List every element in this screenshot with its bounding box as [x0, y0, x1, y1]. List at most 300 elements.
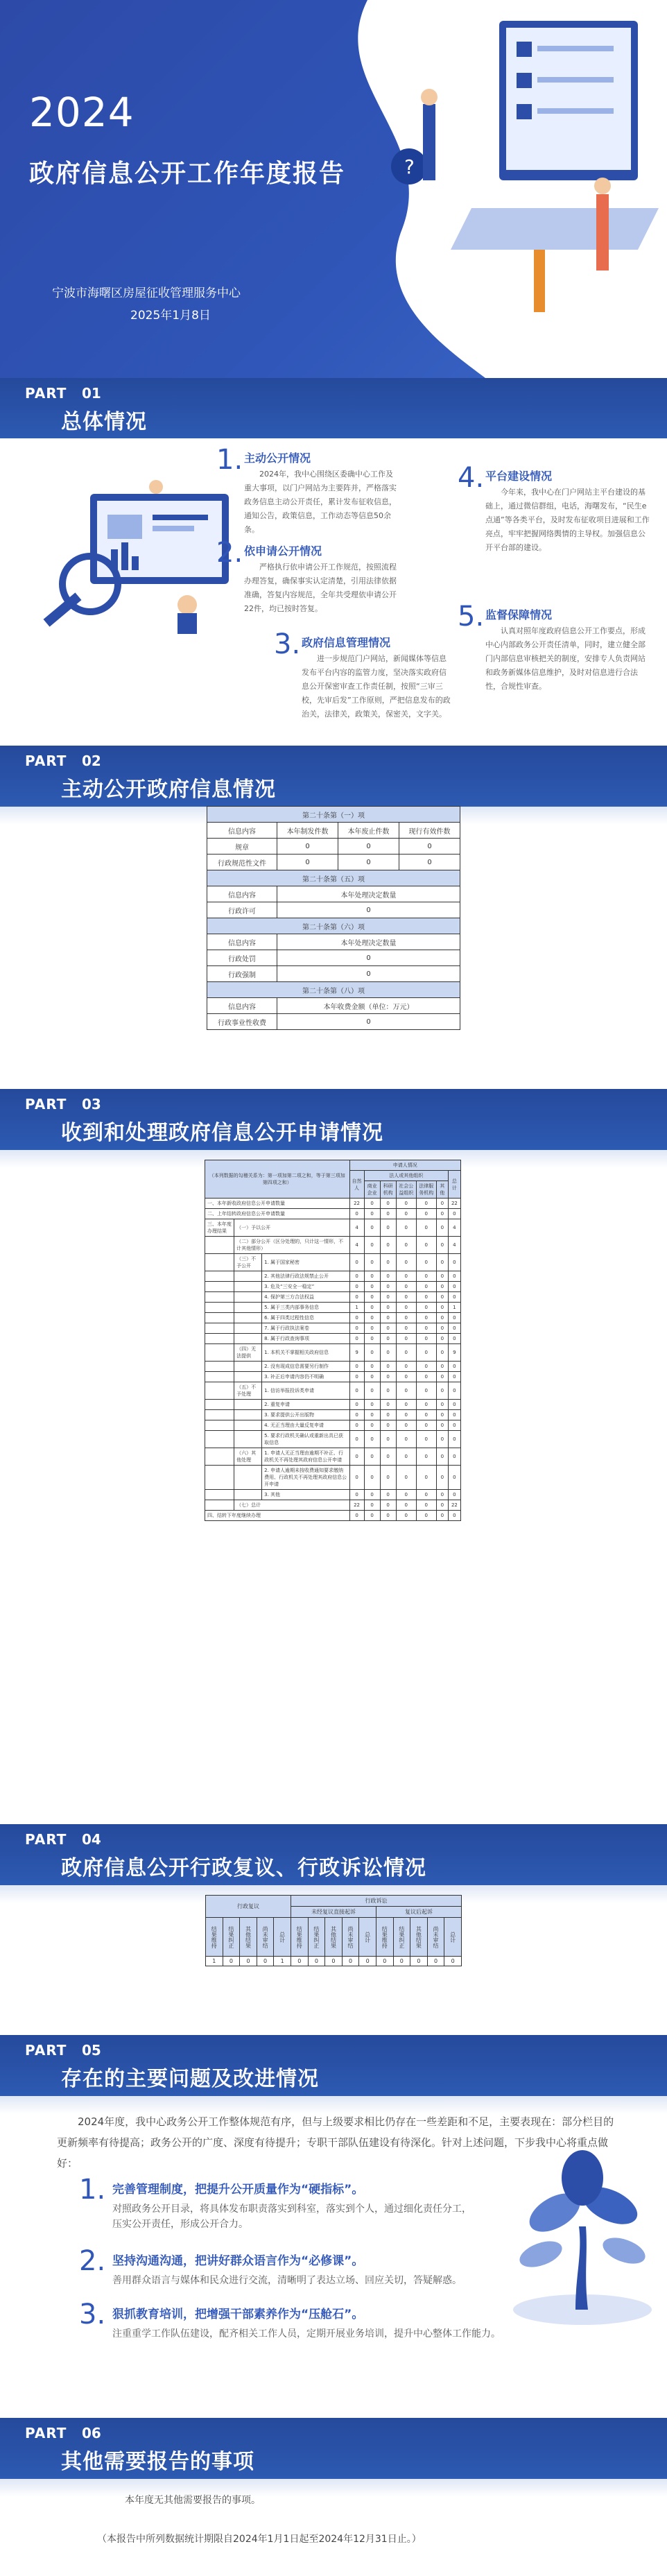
- table-cell: 0: [396, 1199, 416, 1209]
- row-label: 3. 补正后申请内容仍不明确: [262, 1372, 349, 1382]
- row-label: 2. 其他法律行政法规禁止公开: [262, 1271, 349, 1282]
- row-label: 一、本年新收政府信息公开申请数量: [205, 1199, 350, 1209]
- table-column-header: 本年收费金额（单位：万元）: [277, 998, 460, 1014]
- table-cell: 0: [448, 1410, 460, 1420]
- row-label: 5. 属于三类内部事务信息: [262, 1303, 349, 1313]
- table-header: 复议后起诉: [376, 1907, 461, 1918]
- table-cell: 0: [380, 1219, 396, 1237]
- table-cell: 22: [448, 1500, 460, 1511]
- table-cell: 22: [349, 1500, 364, 1511]
- table-row: [205, 1219, 461, 1237]
- table-cell: 0: [416, 1313, 436, 1323]
- item-body: 进一步规范门户网站，新闻媒体等信息发布平台内容的监管力度，坚决落实政府信息公开保密审查工作责任制，按照“三审三校，先审后发”工作原则，严把信息发布的政治关，法律关，政策关，保密关，文字关。: [302, 654, 451, 719]
- table-column-header: 结果维持: [376, 1918, 393, 1957]
- table-cell: 0: [364, 1431, 380, 1448]
- table-cell: 9: [349, 1344, 364, 1362]
- item-body: 对照政务公开目录，将具体发布职责落实到科室，落实到个人，通过细化责任分工，压实公开责任，形成公开合力。: [112, 2204, 471, 2230]
- table-cell: 0: [380, 1511, 396, 1521]
- table-cell: 0: [364, 1344, 380, 1362]
- item-body: 认真对照年度政府信息公开工作要点，形成中心内部政务公开责任清单，同时，建立健全部门内部信息审核把关的制度，安排专人负责网站和政务新媒体信息维护，及时对信息进行合法性，合规性审查。: [485, 626, 646, 691]
- table-section-header: 第二十条第（六）项: [207, 918, 460, 934]
- row-label: [205, 1254, 234, 1271]
- table-column-header: 尚未审结: [342, 1918, 359, 1957]
- table-cell: 0: [436, 1313, 448, 1323]
- table-cell: 0: [338, 855, 399, 870]
- table-cell: 0: [436, 1382, 448, 1400]
- hero-illustration: [340, 0, 667, 378]
- section-header-5: [0, 2035, 667, 2096]
- table-cell: 0: [380, 1334, 396, 1344]
- table-cell: 0: [291, 1957, 308, 1966]
- table-row: [207, 839, 460, 855]
- proactive-disclosure-table: [207, 806, 460, 1030]
- table-cell: 0: [380, 1209, 396, 1219]
- table-cell: 0: [380, 1410, 396, 1420]
- table-cell: 0: [349, 1334, 364, 1344]
- row-label: [234, 1271, 262, 1282]
- table-cell: 0: [364, 1237, 380, 1254]
- table-cell: 行政处罚: [207, 950, 277, 966]
- table-row: [205, 1511, 461, 1521]
- table-cell: 0: [436, 1400, 448, 1410]
- part-number: 04: [82, 1831, 101, 1848]
- report-org: 宁波市海曙区房屋征收管理服务中心: [52, 286, 241, 300]
- table-cell: 22: [448, 1199, 460, 1209]
- row-label: [234, 1466, 262, 1490]
- table-cell: 0: [416, 1420, 436, 1431]
- row-label: 3. 其他: [262, 1490, 349, 1500]
- row-label: 三、本年度办理结果: [205, 1219, 234, 1237]
- section-title: 收到和处理政府信息公开申请情况: [61, 1121, 383, 1145]
- table-cell: 0: [396, 1400, 416, 1410]
- table-row: [205, 1362, 461, 1372]
- table-cell: 0: [448, 1271, 460, 1282]
- part-label: PART: [25, 753, 67, 769]
- table-section-row: [207, 982, 460, 998]
- table-cell: 0: [448, 1254, 460, 1271]
- table-cell: 0: [349, 1313, 364, 1323]
- item-heading: 坚持沟通沟通，把讲好群众语言作为“必修课”。: [112, 2254, 364, 2268]
- table-cell: 0: [349, 1466, 364, 1490]
- table-cell: 0: [448, 1448, 460, 1466]
- table-cell: 0: [396, 1282, 416, 1292]
- part-label: PART: [25, 1096, 67, 1113]
- row-label: 2. 申请人逾期未按收费通知要求缴纳费用、行政机关不再处理其政府信息公开申请: [262, 1466, 349, 1490]
- table-cell: 行政许可: [207, 902, 277, 918]
- table-cell: 0: [364, 1282, 380, 1292]
- table-cell: 0: [396, 1490, 416, 1500]
- row-label: 2. 没有现成信息需要另行制作: [262, 1362, 349, 1372]
- table-cell: 0: [349, 1431, 364, 1448]
- row-label: [205, 1303, 234, 1313]
- table-cell: 4: [349, 1237, 364, 1254]
- table-header: 总计: [448, 1171, 460, 1199]
- item-body: 今年来，我中心在门户网站主平台建设的基础上，通过微信群组，电话，海曙发布，“民生e点通”等各类平台，及时发布征收项目进展和工作亮点，牢牢把握网络舆情的主导权。加强信息公开平台部的建设。: [485, 488, 650, 552]
- table-cell: 0: [448, 1372, 460, 1382]
- table-cell: 0: [364, 1372, 380, 1382]
- row-label: [234, 1313, 262, 1323]
- table-cell: 0: [436, 1209, 448, 1219]
- table-cell: 0: [436, 1448, 448, 1466]
- table-cell: 0: [393, 1957, 410, 1966]
- overview-item-2: [216, 537, 397, 646]
- table-cell: 0: [436, 1344, 448, 1362]
- row-label: [234, 1490, 262, 1500]
- table-column-header: 信息内容: [207, 934, 277, 950]
- table-cell: 0: [410, 1957, 428, 1966]
- table-cell: 0: [349, 1254, 364, 1271]
- table-cell: 0: [416, 1323, 436, 1334]
- table-section-header: 第二十条第（一）项: [207, 807, 460, 823]
- table-cell: 0: [396, 1303, 416, 1313]
- table-cell: 4: [448, 1219, 460, 1237]
- item-body: 严格执行依申请公开工作规范，按照流程办理答复，确保事实认定清楚，引用法律依据准确，答复内容规范，全年共受理依申请公开22件，均已按时答复。: [244, 563, 397, 613]
- table-cell: 1: [349, 1303, 364, 1313]
- table-cell: 0: [416, 1490, 436, 1500]
- table-cell: 0: [380, 1303, 396, 1313]
- table-cell: 0: [416, 1410, 436, 1420]
- row-label: [205, 1382, 234, 1400]
- row-label: 1. 本机关不掌握相关政府信息: [262, 1344, 349, 1362]
- table-cell: 0: [416, 1382, 436, 1400]
- table-cell: 0: [364, 1219, 380, 1237]
- section-header-4: [0, 1824, 667, 1885]
- table-cell: 0: [396, 1500, 416, 1511]
- table-cell: 0: [416, 1237, 436, 1254]
- section-title: 主动公开政府信息情况: [61, 778, 276, 802]
- table-cell: 0: [364, 1500, 380, 1511]
- item-heading: 平台建设情况: [485, 470, 553, 483]
- other-matters-text: 本年度无其他需要报告的事项。: [125, 2495, 261, 2506]
- row-label: [234, 1323, 262, 1334]
- table-row: [205, 1303, 461, 1313]
- report-year: 2024: [29, 89, 135, 136]
- table-cell: 0: [364, 1410, 380, 1420]
- table-cell: 0: [380, 1271, 396, 1282]
- table-header: 社会公益组织: [396, 1181, 416, 1199]
- row-label: （二）部分公开（区分处理的，只计这一情形，不计其他情形）: [234, 1237, 349, 1254]
- table-cell: 0: [436, 1219, 448, 1237]
- row-label: [205, 1292, 234, 1303]
- row-label: [205, 1500, 234, 1511]
- table-cell: 0: [396, 1410, 416, 1420]
- row-label: [205, 1400, 234, 1410]
- table-cell: 0: [416, 1362, 436, 1372]
- table-cell: 0: [448, 1511, 460, 1521]
- table-cell: 0: [436, 1466, 448, 1490]
- table-row: [205, 1199, 461, 1209]
- table-cell: 0: [364, 1511, 380, 1521]
- table-column-header: 尚未审结: [427, 1918, 444, 1957]
- table-cell: 0: [396, 1313, 416, 1323]
- table-cell: 0: [380, 1490, 396, 1500]
- table-cell: 0: [308, 1957, 325, 1966]
- table-column-header: 其他结果: [240, 1918, 257, 1957]
- table-cell: 0: [376, 1957, 393, 1966]
- table-cell: 0: [364, 1490, 380, 1500]
- row-label: [205, 1237, 234, 1254]
- table-cell: 0: [364, 1382, 380, 1400]
- item-number: 4.: [458, 462, 485, 494]
- table-cell: 0: [380, 1420, 396, 1431]
- table-cell: 规章: [207, 839, 277, 855]
- row-label: 3. 危及“三安全一稳定”: [262, 1282, 349, 1292]
- table-header-row: [207, 934, 460, 950]
- table-cell: 1: [206, 1957, 223, 1966]
- table-cell: 0: [364, 1254, 380, 1271]
- table-column-header: 本年制发件数: [277, 823, 338, 839]
- table-cell: 0: [448, 1490, 460, 1500]
- table-cell: 0: [380, 1323, 396, 1334]
- table-cell: 9: [448, 1344, 460, 1362]
- table-column-header: 结果维持: [291, 1918, 308, 1957]
- table-section-row: [207, 870, 460, 886]
- table-cell: 0: [364, 1313, 380, 1323]
- row-label: [205, 1334, 234, 1344]
- item-heading: 依申请公开情况: [244, 544, 322, 558]
- row-label: [234, 1400, 262, 1410]
- table-column-header: 本年处理决定数量: [277, 934, 460, 950]
- part-number: 01: [82, 385, 101, 402]
- row-label: [205, 1313, 234, 1323]
- table-cell: 1: [274, 1957, 291, 1966]
- table-cell: 0: [396, 1209, 416, 1219]
- row-label: [205, 1362, 234, 1372]
- row-label: [205, 1344, 234, 1362]
- table-cell: 0: [364, 1362, 380, 1372]
- table-row: [205, 1282, 461, 1292]
- table-header: 其他: [436, 1181, 448, 1199]
- row-label: （七）总计: [234, 1500, 349, 1511]
- row-label: （五）不予处理: [234, 1382, 262, 1400]
- row-label: [234, 1431, 262, 1448]
- item-heading: 主动公开情况: [244, 452, 311, 465]
- table-cell: 0: [416, 1511, 436, 1521]
- row-label: [234, 1334, 262, 1344]
- table-cell: 0: [380, 1362, 396, 1372]
- table-cell: 4: [349, 1219, 364, 1237]
- row-label: [234, 1292, 262, 1303]
- section-title: 总体情况: [61, 410, 147, 434]
- table-cell: 0: [364, 1448, 380, 1466]
- table-cell: 0: [416, 1271, 436, 1282]
- table-row: [205, 1490, 461, 1500]
- table-header: 商业企业: [364, 1181, 380, 1199]
- part-label: PART: [25, 385, 67, 402]
- table-section-header: 第二十条第（五）项: [207, 870, 460, 886]
- table-header-row: [207, 886, 460, 902]
- row-label: 3. 要求提供公开出版物: [262, 1410, 349, 1420]
- table-cell: 0: [364, 1323, 380, 1334]
- table-cell: 0: [396, 1511, 416, 1521]
- table-cell: 0: [380, 1344, 396, 1362]
- table-column-header: 总计: [359, 1918, 376, 1957]
- table-header: 申请人情况: [349, 1160, 461, 1171]
- table-cell: 0: [364, 1271, 380, 1282]
- table-cell: 22: [349, 1199, 364, 1209]
- section-divider: [0, 2479, 667, 2497]
- table-row: [205, 1237, 461, 1254]
- table-cell: 0: [436, 1303, 448, 1313]
- table-column-header: 结果纠正: [223, 1918, 240, 1957]
- table-cell: 0: [349, 1372, 364, 1382]
- item-number: 3.: [274, 628, 301, 660]
- table-cell: 0: [349, 1362, 364, 1372]
- table-header: 行政复议: [206, 1896, 291, 1918]
- table-cell: 0: [380, 1199, 396, 1209]
- table-column-header: 本年处理决定数量: [277, 886, 460, 902]
- row-label: 6. 属于四类过程性信息: [262, 1313, 349, 1323]
- table-cell: 0: [380, 1313, 396, 1323]
- row-label: [205, 1448, 234, 1466]
- table-header: 未经复议直接起诉: [291, 1907, 376, 1918]
- report-title: 政府信息公开工作年度报告: [29, 160, 346, 188]
- row-label: [205, 1490, 234, 1500]
- table-row: [207, 1014, 460, 1030]
- table-cell: 0: [427, 1957, 444, 1966]
- table-corner: （本列数据的勾稽关系为：第一项加第二项之和，等于第三项加第四项之和）: [205, 1160, 350, 1199]
- table-row: [207, 966, 460, 982]
- table-cell: 0: [436, 1431, 448, 1448]
- table-row: [205, 1448, 461, 1466]
- item-number: 2.: [216, 537, 243, 569]
- table-section-row: [207, 807, 460, 823]
- table-cell: 0: [416, 1334, 436, 1344]
- table-cell: 0: [416, 1254, 436, 1271]
- part-number: 03: [82, 1096, 101, 1113]
- table-cell: 0: [396, 1431, 416, 1448]
- table-row: [205, 1466, 461, 1490]
- row-label: 1. 属于国家秘密: [262, 1254, 349, 1271]
- item-heading: 监督保障情况: [485, 608, 553, 621]
- table-column-header: 结果维持: [206, 1918, 223, 1957]
- table-cell: 0: [448, 1362, 460, 1372]
- svg-text:?: ?: [404, 155, 415, 178]
- table-row: [205, 1292, 461, 1303]
- table-cell: 0: [448, 1420, 460, 1431]
- table-cell: 0: [277, 902, 460, 918]
- table-cell: 0: [448, 1209, 460, 1219]
- table-cell: 0: [436, 1254, 448, 1271]
- table-cell: 0: [396, 1237, 416, 1254]
- item-heading: 狠抓教育培训，把增强干部素养作为“压舱石”。: [112, 2308, 364, 2321]
- section-header-6: [0, 2418, 667, 2479]
- table-row: [205, 1372, 461, 1382]
- row-label: （三）不予公开: [234, 1254, 262, 1271]
- table-cell: 0: [396, 1254, 416, 1271]
- table-cell: 0: [342, 1957, 359, 1966]
- table-cell: 0: [436, 1490, 448, 1500]
- tree-illustration: [506, 2136, 659, 2330]
- table-cell: 0: [349, 1511, 364, 1521]
- table-column-header: 现行有效件数: [399, 823, 460, 839]
- table-cell: 行政规范性文件: [207, 855, 277, 870]
- table-cell: 0: [416, 1292, 436, 1303]
- table-cell: 0: [396, 1372, 416, 1382]
- table-cell: 0: [448, 1282, 460, 1292]
- row-label: （六）其他处理: [234, 1448, 262, 1466]
- table-header: 自然人: [349, 1171, 364, 1199]
- table-row: [205, 1431, 461, 1448]
- table-cell: 0: [380, 1500, 396, 1511]
- row-label: [205, 1372, 234, 1382]
- part-number: 06: [82, 2425, 101, 2441]
- table-cell: 0: [349, 1400, 364, 1410]
- table-cell: 0: [396, 1466, 416, 1490]
- table-cell: 0: [380, 1282, 396, 1292]
- row-label: （四）无法提供: [234, 1344, 262, 1362]
- problems-intro: 2024年度，我中心政务公开工作整体规范有序，但与上级要求相比仍存在一些差距和不足，主要表现在：部分栏目的更新频率有待提高；政务公开的广度、深度有待提升；专职干部队伍建设有待深化。针对上述问题，下步我中心将重点做好：: [57, 2115, 614, 2170]
- table-cell: 0: [448, 1313, 460, 1323]
- table-cell: 0: [349, 1209, 364, 1219]
- row-label: 二、上年结转政府信息公开申请数量: [205, 1209, 350, 1219]
- table-cell: 0: [448, 1382, 460, 1400]
- row-label: 四、结转下年度继续办理: [205, 1511, 350, 1521]
- row-label: 1. 申请人无正当理由逾期不补正、行政机关不再处理其政府信息公开申请: [262, 1448, 349, 1466]
- table-column-header: 本年废止件数: [338, 823, 399, 839]
- table-cell: 0: [396, 1271, 416, 1282]
- row-label: 4. 无正当理由大量反复申请: [262, 1420, 349, 1431]
- table-cell: 0: [416, 1431, 436, 1448]
- table-row: [207, 950, 460, 966]
- table-cell: 0: [448, 1400, 460, 1410]
- table-cell: 0: [448, 1292, 460, 1303]
- table-header: 法人或其他组织: [364, 1171, 448, 1181]
- table-cell: 0: [364, 1334, 380, 1344]
- table-cell: 0: [338, 839, 399, 855]
- overview-block: [0, 438, 667, 744]
- row-label: 4. 保护第三方合法权益: [262, 1292, 349, 1303]
- table-cell: 0: [436, 1372, 448, 1382]
- table-cell: 0: [277, 966, 460, 982]
- table-cell: 0: [380, 1292, 396, 1303]
- table-cell: 0: [448, 1334, 460, 1344]
- part-label: PART: [25, 2425, 67, 2441]
- table-cell: 0: [416, 1219, 436, 1237]
- item-number: 5.: [458, 601, 485, 633]
- table-cell: 0: [349, 1490, 364, 1500]
- section-header-3: [0, 1089, 667, 1150]
- row-label: [205, 1282, 234, 1292]
- table-cell: 0: [380, 1372, 396, 1382]
- table-cell: 0: [364, 1303, 380, 1313]
- table-cell: 0: [396, 1420, 416, 1431]
- row-label: [234, 1362, 262, 1372]
- table-cell: 0: [277, 839, 338, 855]
- table-cell: 0: [364, 1420, 380, 1431]
- table-cell: 0: [364, 1292, 380, 1303]
- part-label: PART: [25, 1831, 67, 1848]
- table-section-row: [207, 918, 460, 934]
- table-header: 法律服务机构: [416, 1181, 436, 1199]
- table-cell: 0: [277, 855, 338, 870]
- row-label: [205, 1466, 234, 1490]
- table-cell: 0: [380, 1466, 396, 1490]
- table-header: 科研机构: [380, 1181, 396, 1199]
- section-title: 存在的主要问题及改进情况: [61, 2067, 319, 2091]
- table-cell: 0: [240, 1957, 257, 1966]
- table-cell: 1: [448, 1303, 460, 1313]
- table-cell: 0: [396, 1448, 416, 1466]
- table-column-header: 总计: [274, 1918, 291, 1957]
- table-cell: 0: [257, 1957, 274, 1966]
- table-cell: 0: [416, 1209, 436, 1219]
- table-cell: 0: [349, 1448, 364, 1466]
- table-cell: 0: [380, 1448, 396, 1466]
- row-label: 1. 信访举报投诉类申请: [262, 1382, 349, 1400]
- table-column-header: 信息内容: [207, 998, 277, 1014]
- item-number: 1.: [216, 444, 243, 476]
